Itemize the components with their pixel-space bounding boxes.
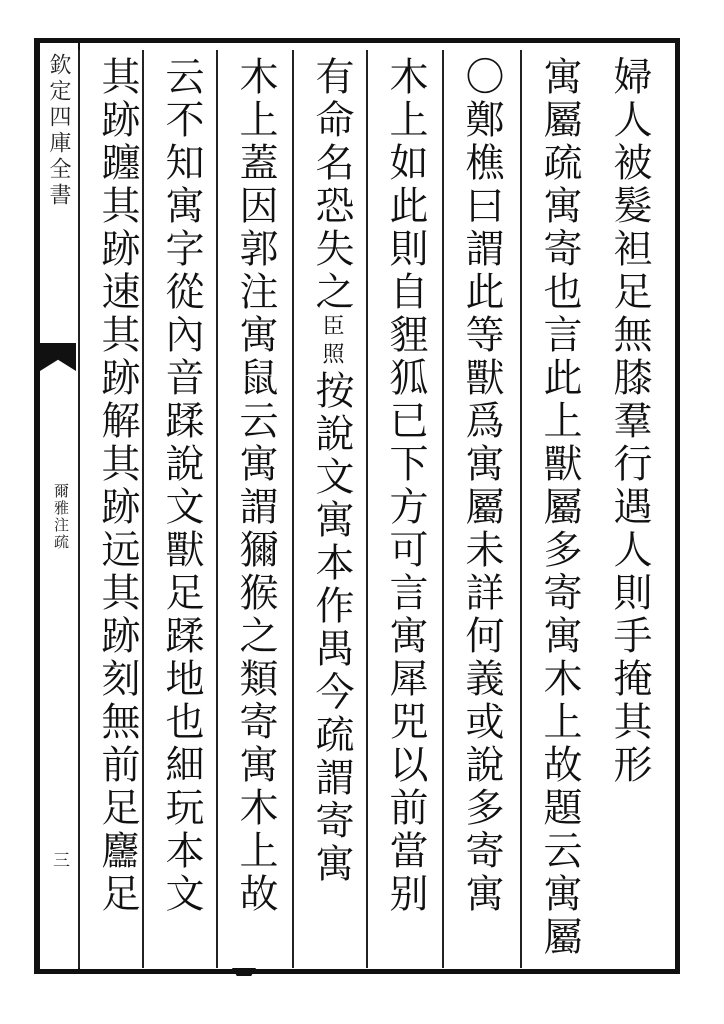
text-column-3 xyxy=(442,50,512,968)
text-column-1 xyxy=(590,50,660,968)
column-text: 云不知寓字從內音蹂說文獸足蹂地也細玩本文 xyxy=(159,56,204,916)
text-column-8 xyxy=(78,50,148,968)
column-text: 木上如此則自貍狐已下方可言寓犀兕以前當别 xyxy=(383,56,428,916)
text-column-6 xyxy=(216,50,286,968)
margin-page-number: 三 xyxy=(49,851,69,868)
text-column-2 xyxy=(520,50,590,968)
page-margin-strip xyxy=(40,43,80,969)
column-text-main: 按說文寓本作禺今疏謂寄寓 xyxy=(309,370,354,886)
column-text-main: 有命名恐失之 xyxy=(309,56,354,314)
column-text: 木上蓋因郭注寓鼠云寓謂獮猴之類寄寓木上故 xyxy=(233,56,278,916)
column-text: 婦人被髮袒足無膝羣行遇人則手掩其形 xyxy=(607,56,652,787)
column-text: 其跡躔其跡速其跡解其跡远其跡刻無前足麢足 xyxy=(95,56,140,916)
column-text: 寓屬疏寓寄也言此上獸屬多寄寓木上故題云寓屬 xyxy=(537,56,582,959)
text-column-4 xyxy=(366,50,436,968)
fishtail-mark xyxy=(40,343,76,371)
column-text: 〇鄭樵曰謂此等獸爲寓屬未詳何義或說多寄寓 xyxy=(459,56,504,916)
text-column-7 xyxy=(142,50,212,968)
bottom-fishtail-mark xyxy=(232,968,256,976)
editor-note: 臣照 xyxy=(319,314,344,370)
text-column-5 xyxy=(292,50,362,968)
margin-book-title: 爾雅注疏 xyxy=(52,483,70,551)
margin-collection-title: 欽定四庫全書 xyxy=(46,53,71,209)
column-text xyxy=(302,56,358,968)
